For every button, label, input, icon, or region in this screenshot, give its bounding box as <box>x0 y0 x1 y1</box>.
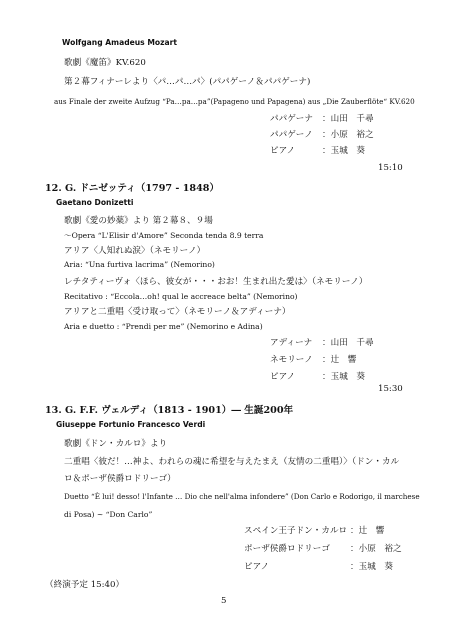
verdi-duet-it-line1: Duetto “È lui! desso! l'Infante … Dio che nell'alma infondere” (Don Carlo e Rodorigo, il marchese <box>64 492 420 501</box>
performer-name: ：山田 千尋 <box>322 114 374 124</box>
verdi-heading: 13. G. F.F. ヴェルディ（1813 - 1901）― 生誕200年 <box>45 405 294 416</box>
mozart-german: aus Finale der zweite Aufzug “Pa…pa…pa”(Papageno und Papagena) aus „Die Zauberflöte“ KV.620 <box>54 97 415 106</box>
mozart-time: 15:10 <box>378 163 403 173</box>
donizetti-opera: 歌劇《愛の妙薬》より 第２幕８、９場 <box>64 216 213 226</box>
performer-role: ピアノ <box>244 562 270 572</box>
performer-name: ：玉城 葵 <box>350 562 393 572</box>
performer-name: ：玉城 葵 <box>322 146 365 156</box>
performer-role: ネモリーノ <box>270 355 313 365</box>
donizetti-opera-it: ～Opera “L'Elisir d'Amore” Seconda tenda 8.9 terra <box>64 231 264 240</box>
verdi-duet-line1: 二重唱〈彼だ！…神よ、われらの魂に希望を与えたまえ（友情の二重唱）〉（ドン・カル <box>64 457 400 467</box>
performer-role: ピアノ <box>270 372 296 382</box>
performer-role: ピアノ <box>270 146 296 156</box>
verdi-duet-line2: ロ＆ポーザ侯爵ロドリーゴ） <box>64 474 176 484</box>
performer-role: ポーザ侯爵ロドリーゴ <box>244 544 330 554</box>
donizetti-duet: アリアと二重唱〈受け取って〉（ネモリーノ＆アディーナ） <box>64 307 291 317</box>
donizetti-duet-it: Aria e duetto : “Prendi per me” (Nemorino e Adina) <box>64 322 263 331</box>
verdi-opera: 歌劇《ドン・カルロ》より <box>64 439 168 449</box>
mozart-opera: 歌劇《魔笛》KV.620 <box>64 58 146 68</box>
performer-name: ：辻 響 <box>322 355 357 365</box>
donizetti-aria1: アリア〈人知れぬ涙〉（ネモリーノ） <box>64 246 206 256</box>
mozart-aria: 第２幕フィナーレより〈パ…パ…パ〉(パパゲーノ＆パパゲーナ) <box>64 77 311 87</box>
end-time-note: （終演予定 15:40） <box>45 580 125 590</box>
performer-name: ：玉城 葵 <box>322 372 365 382</box>
donizetti-time: 15:30 <box>378 384 403 394</box>
mozart-composer: Wolfgang Amadeus Mozart <box>62 38 178 47</box>
performer-role: パパゲーノ <box>270 130 313 140</box>
performer-role: パパゲーナ <box>270 114 313 124</box>
performer-name: ：辻 響 <box>350 526 385 536</box>
performer-name: ：山田 千尋 <box>322 338 374 348</box>
verdi-duet-it-line2: di Posa) ~ “Don Carlo” <box>64 510 153 519</box>
performer-role: アディーナ <box>270 338 313 348</box>
performer-name: ：小原 裕之 <box>350 544 402 554</box>
donizetti-composer: Gaetano Donizetti <box>56 198 134 207</box>
page-number: 5 <box>221 596 227 606</box>
verdi-composer: Giuseppe Fortunio Francesco Verdi <box>56 420 206 429</box>
performer-name: ：小原 裕之 <box>322 130 374 140</box>
donizetti-recit: レチタティーヴォ〈ほら、彼女が・・・おお！生まれ出た愛は〉（ネモリーノ） <box>64 277 368 287</box>
performer-role: スペイン王子ドン・カルロ <box>244 526 348 536</box>
donizetti-aria1-it: Aria: “Una furtiva lacrima” (Nemorino) <box>64 260 215 269</box>
donizetti-heading: 12. G. ドニゼッティ（1797 - 1848） <box>45 183 220 194</box>
donizetti-recit-it: Recitativo : “Eccola…oh! qual le accreace belta” (Nemorino) <box>64 292 298 301</box>
